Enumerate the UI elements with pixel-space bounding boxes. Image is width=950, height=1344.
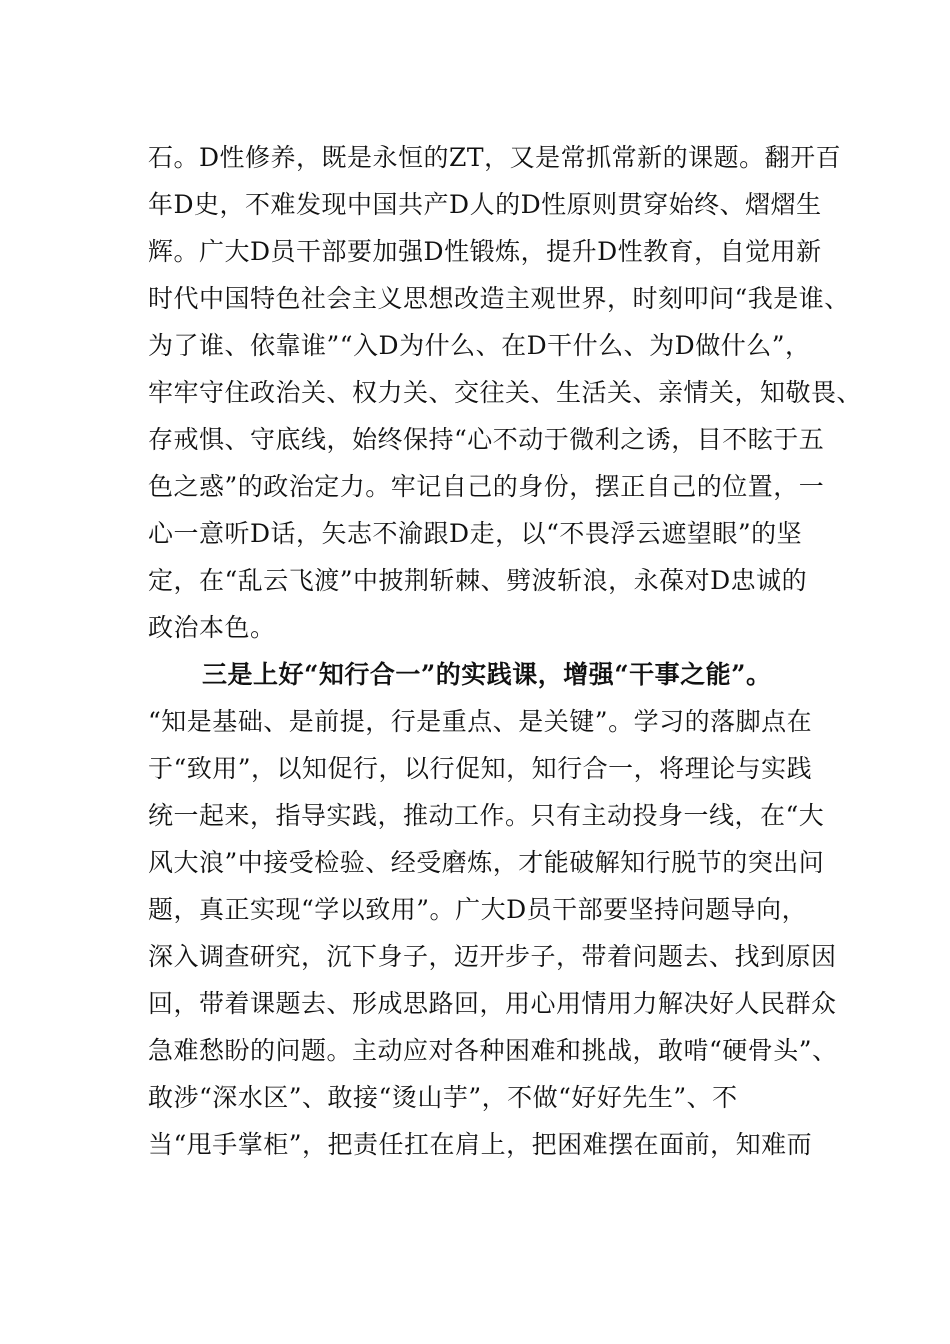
- text-line: 石。D性修养，既是永恒的ZT，又是常抓常新的课题。翻开百: [148, 143, 842, 172]
- text-line: 色之惑”的政治定力。牢记自己的身份，摆正自己的位置，一: [148, 472, 825, 501]
- text-line: 于“致用”，以知促行，以行促知，知行合一，将理论与实践: [148, 754, 813, 783]
- text-line: 政治本色。: [148, 613, 276, 642]
- text-line: 回，带着课题去、形成思路回，用心用情用力解决好人民群众: [148, 989, 837, 1018]
- text-line: 辉。广大D员干部要加强D性锻炼，提升D性教育，自觉用新: [148, 237, 822, 266]
- text-line: 年D史，不难发现中国共产D人的D性原则贯穿始终、熠熠生: [148, 190, 822, 219]
- text-line: 题，真正实现“学以致用”。广大D员干部要坚持问题导向，: [148, 895, 808, 924]
- text-line: 时代中国特色社会主义思想改造主观世界，时刻叩问“我是谁、: [148, 284, 850, 313]
- text-line: 为了谁、依靠谁”“入D为什么、在D干什么、为D做什么”，: [148, 331, 811, 360]
- text-line: 急难愁盼的问题。主动应对各种困难和挑战，敢啃“硬骨头”、: [148, 1036, 838, 1065]
- section-heading: 三是上好“知行合一”的实践课，增强“干事之能”。: [202, 660, 772, 689]
- text-line: 牢牢守住政治关、权力关、交往关、生活关、亲情关，知敬畏、: [148, 378, 863, 407]
- text-line: “知是基础、是前提，行是重点、是关键”。学习的落脚点在: [148, 707, 813, 736]
- text-line: 统一起来，指导实践，推动工作。只有主动投身一线，在“大: [148, 801, 825, 830]
- text-line: 敢涉“深水区”、敢接“烫山芋”，不做“好好先生”、不: [148, 1083, 738, 1112]
- text-line: 心一意听D话，矢志不渝跟D走，以“不畏浮云遮望眼”的坚: [148, 519, 803, 548]
- text-line: 风大浪”中接受检验、经受磨炼，才能破解知行脱节的突出问: [148, 848, 825, 877]
- text-line: 存戒惧、守底线，始终保持“心不动于微利之诱，目不眩于五: [148, 425, 825, 454]
- text-line: 定，在“乱云飞渡”中披荆斩棘、劈波斩浪，永葆对D忠诚的: [148, 566, 808, 595]
- text-line: 深入调查研究，沉下身子，迈开步子，带着问题去、找到原因: [148, 942, 837, 971]
- text-line: 当“甩手掌柜”，把责任扛在肩上，把困难摆在面前，知难而: [148, 1130, 813, 1159]
